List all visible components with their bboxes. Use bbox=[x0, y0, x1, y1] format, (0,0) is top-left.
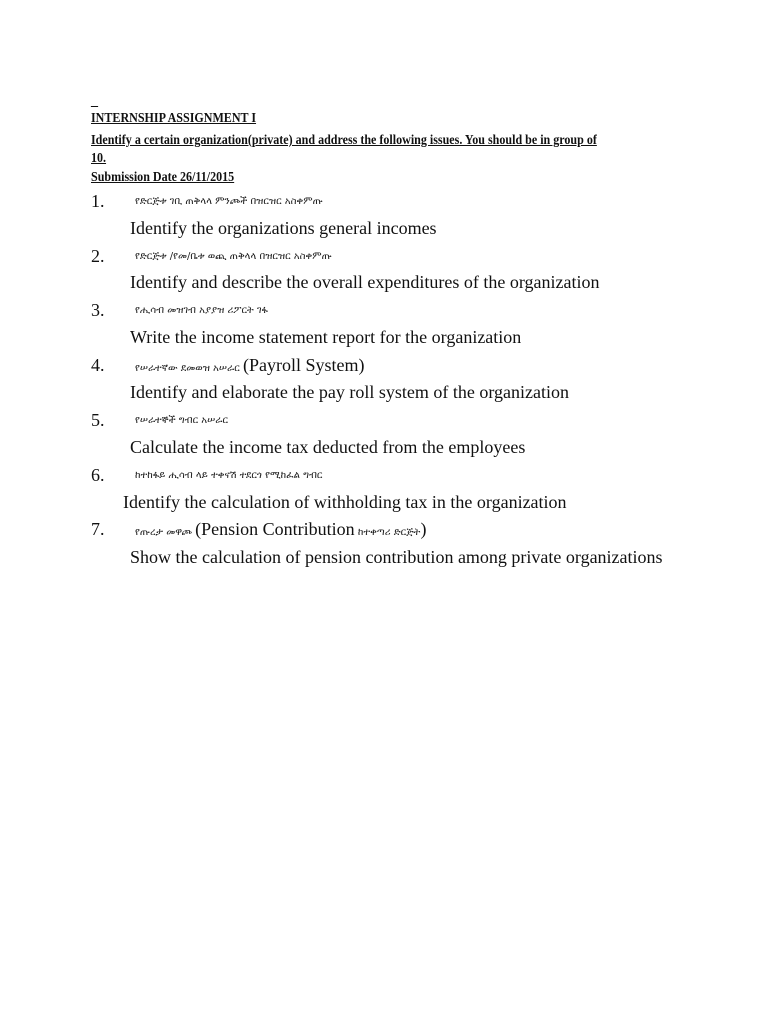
item-english-6: Identify the calculation of withholding tax in the organization bbox=[123, 492, 567, 512]
item-english-1: Identify the organizations general incomes bbox=[130, 218, 437, 238]
item-amharic-7-suffix: (Pension Contribution bbox=[195, 519, 355, 539]
item-amharic-5: የሠራተኞች ግብር አሠራር bbox=[135, 415, 228, 426]
item-amharic-4-text: የሠራተኛው ደመወዝ አሠራር bbox=[135, 363, 240, 374]
instruction-line-1: Identify a certain organization(private) and address the following issues. You should be in group of bbox=[91, 133, 597, 148]
assignment-title: INTERNSHIP ASSIGNMENT I bbox=[91, 111, 257, 126]
item-number-3: 3. bbox=[91, 300, 105, 320]
leading-dash: _ bbox=[91, 94, 98, 109]
submission-date: Submission Date 26/11/2015 bbox=[91, 170, 235, 185]
item-amharic-7-tail: ከተቀጣሪ ድርጅት bbox=[357, 527, 421, 538]
item-amharic-4 bbox=[135, 355, 364, 376]
item-number-1: 1. bbox=[91, 191, 105, 211]
item-amharic-4-suffix: (Payroll System) bbox=[242, 355, 365, 375]
item-english-5: Calculate the income tax deducted from the employees bbox=[130, 437, 526, 457]
item-number-4: 4. bbox=[91, 355, 105, 375]
instruction-line-2: 10. bbox=[91, 151, 107, 166]
item-english-7: Show the calculation of pension contribution among private organizations bbox=[130, 547, 663, 567]
item-english-3: Write the income statement report for the organization bbox=[130, 327, 522, 347]
item-amharic-2: የድርጅቱ /የመ/ቤቱ ወጪ ጠቅላላ በዝርዝር አስቀምጡ bbox=[135, 251, 332, 262]
item-number-7: 7. bbox=[91, 519, 105, 539]
item-number-5: 5. bbox=[91, 410, 105, 430]
item-amharic-7-text: የጡረታ መዋጮ bbox=[135, 527, 192, 538]
item-amharic-3: የሒሳብ መዝገብ አያያዝ ሪፖርት ገፋ bbox=[135, 305, 268, 316]
item-amharic-7 bbox=[135, 519, 426, 540]
item-english-4: Identify and elaborate the pay roll system of the organization bbox=[130, 382, 570, 402]
item-number-2: 2. bbox=[91, 246, 105, 266]
item-number-6: 6. bbox=[91, 465, 105, 485]
item-english-2: Identify and describe the overall expenditures of the organization bbox=[130, 272, 600, 292]
item-amharic-6: ከተከፋይ ሒሳብ ላይ ተቀናሽ ተደርጎ የሚከፈል ግብር bbox=[135, 470, 323, 481]
item-amharic-7-close: ) bbox=[420, 519, 427, 539]
item-amharic-1: የድርጅቱ ገቢ ጠቅላላ ምንጮች በዝርዝር አስቀምጡ bbox=[135, 196, 323, 207]
